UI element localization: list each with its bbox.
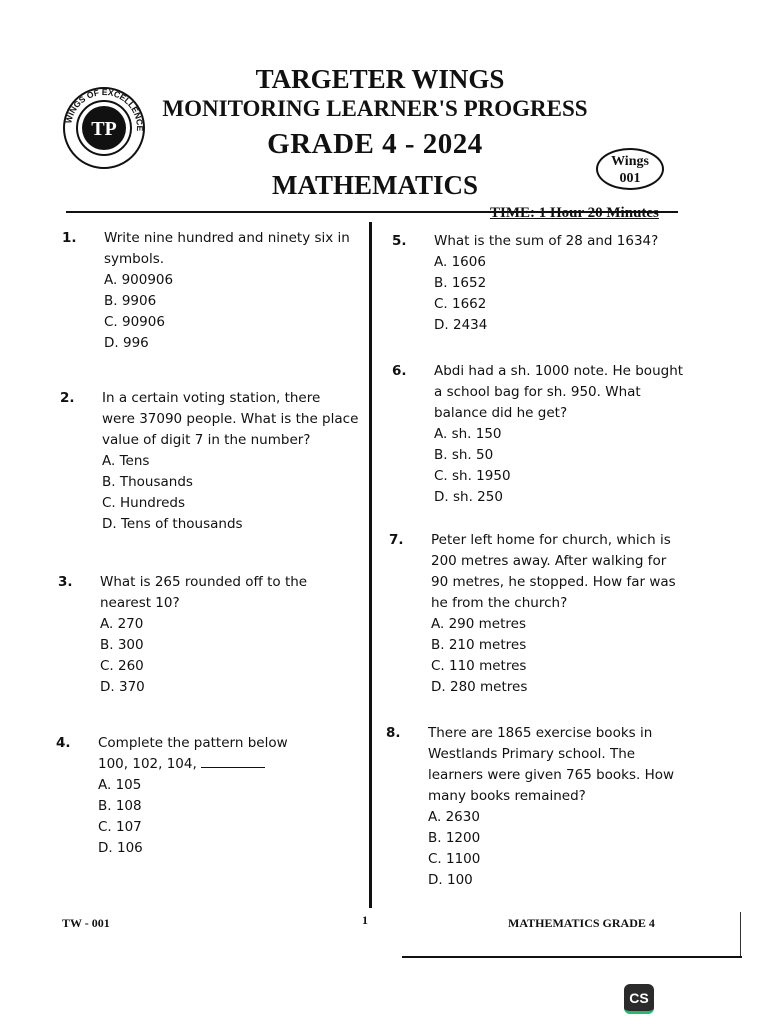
time-allowed: TIME: 1 Hour 20 Minutes — [490, 205, 659, 221]
question-text: Write nine hundred and ninety six in — [104, 230, 350, 246]
footer-subject: MATHEMATICS GRADE 4 — [508, 916, 655, 930]
footer-rule — [402, 956, 742, 958]
badge-line-2: 001 — [619, 171, 641, 186]
question-text: 90 metres, he stopped. How far was — [431, 574, 676, 590]
option-c: C. sh. 1950 — [434, 468, 511, 484]
option-b: B. 1200 — [428, 830, 481, 846]
question-text: a school bag for sh. 950. What — [434, 384, 641, 400]
option-a: A. 270 — [100, 616, 144, 632]
question-text: he from the church? — [431, 595, 568, 611]
question-text: In a certain voting station, there — [102, 390, 321, 406]
option-b: B. 108 — [98, 798, 142, 814]
question-number: 2. — [60, 390, 75, 406]
option-a: A. 290 metres — [431, 616, 526, 632]
option-a: A. sh. 150 — [434, 426, 502, 442]
footer-code: TW - 001 — [62, 916, 110, 930]
paper-code-badge — [596, 148, 664, 190]
question-text: What is the sum of 28 and 1634? — [434, 233, 659, 249]
subject-title: MATHEMATICS — [271, 170, 478, 200]
question-text: nearest 10? — [100, 595, 180, 611]
page-number: 1 — [362, 913, 368, 927]
option-c: C. 110 metres — [431, 658, 527, 674]
option-a: A. 900906 — [104, 272, 174, 288]
question-text: Complete the pattern below — [98, 735, 288, 751]
option-a: A. 105 — [98, 777, 142, 793]
option-c: C. 1662 — [434, 296, 487, 312]
question-text: learners were given 765 books. How — [428, 767, 675, 783]
pattern-line — [98, 754, 288, 775]
logo-ring-text: WINGS OF EXCELLENCE — [63, 86, 146, 132]
option-c: C. 90906 — [104, 314, 165, 330]
question-text: balance did he get? — [434, 405, 568, 421]
question-text: There are 1865 exercise books in — [428, 725, 653, 741]
option-b: B. 300 — [100, 637, 144, 653]
option-d: D. 100 — [428, 872, 473, 888]
pattern-values: 100, 102, 104, — [98, 756, 197, 772]
option-d: D. 106 — [98, 840, 143, 856]
badge-line-1: Wings — [611, 154, 649, 169]
question-text: value of digit 7 in the number? — [102, 432, 311, 448]
option-c: C. 1100 — [428, 851, 481, 867]
option-b: B. 1652 — [434, 275, 487, 291]
option-b: B. Thousands — [102, 474, 193, 490]
option-d: D. 996 — [104, 335, 149, 351]
exam-subtitle: MONITORING LEARNER'S PROGRESS — [162, 96, 588, 121]
option-a: A. 2630 — [428, 809, 480, 825]
camscanner-icon: CS — [624, 984, 654, 1014]
option-c: C. 260 — [100, 658, 144, 674]
question-number: 5. — [392, 233, 407, 249]
option-d: D. sh. 250 — [434, 489, 503, 505]
answer-blank — [201, 755, 265, 768]
footer-side-rule — [740, 912, 741, 956]
option-d: D. 280 metres — [431, 679, 528, 695]
school-name: TARGETER WINGS — [255, 64, 505, 94]
question-number: 6. — [392, 363, 407, 379]
grade-year: GRADE 4 - 2024 — [267, 128, 483, 160]
question-number: 7. — [389, 532, 404, 548]
option-c: C. Hundreds — [102, 495, 186, 511]
option-c: C. 107 — [98, 819, 142, 835]
option-d: D. 370 — [100, 679, 145, 695]
question-text: symbols. — [104, 251, 165, 267]
column-divider — [369, 222, 372, 908]
question-text: 200 metres away. After walking for — [431, 553, 667, 569]
option-d: D. 2434 — [434, 317, 488, 333]
logo-monogram: TP — [91, 118, 117, 140]
option-a: A. Tens — [102, 453, 150, 469]
option-b: B. 9906 — [104, 293, 157, 309]
option-a: A. 1606 — [434, 254, 486, 270]
question-text: Peter left home for church, which is — [431, 532, 671, 548]
question-text: Abdi had a sh. 1000 note. He bought — [434, 363, 684, 379]
question-number: 8. — [386, 725, 401, 741]
question-number: 1. — [62, 230, 77, 246]
option-d: D. Tens of thousands — [102, 516, 243, 532]
option-b: B. sh. 50 — [434, 447, 494, 463]
question-text: What is 265 rounded off to the — [100, 574, 308, 590]
question-text: Westlands Primary school. The — [428, 746, 636, 762]
question-text: were 37090 people. What is the place — [102, 411, 359, 427]
question-text: many books remained? — [428, 788, 586, 804]
option-b: B. 210 metres — [431, 637, 527, 653]
question-number: 4. — [56, 735, 71, 751]
question-number: 3. — [58, 574, 73, 590]
